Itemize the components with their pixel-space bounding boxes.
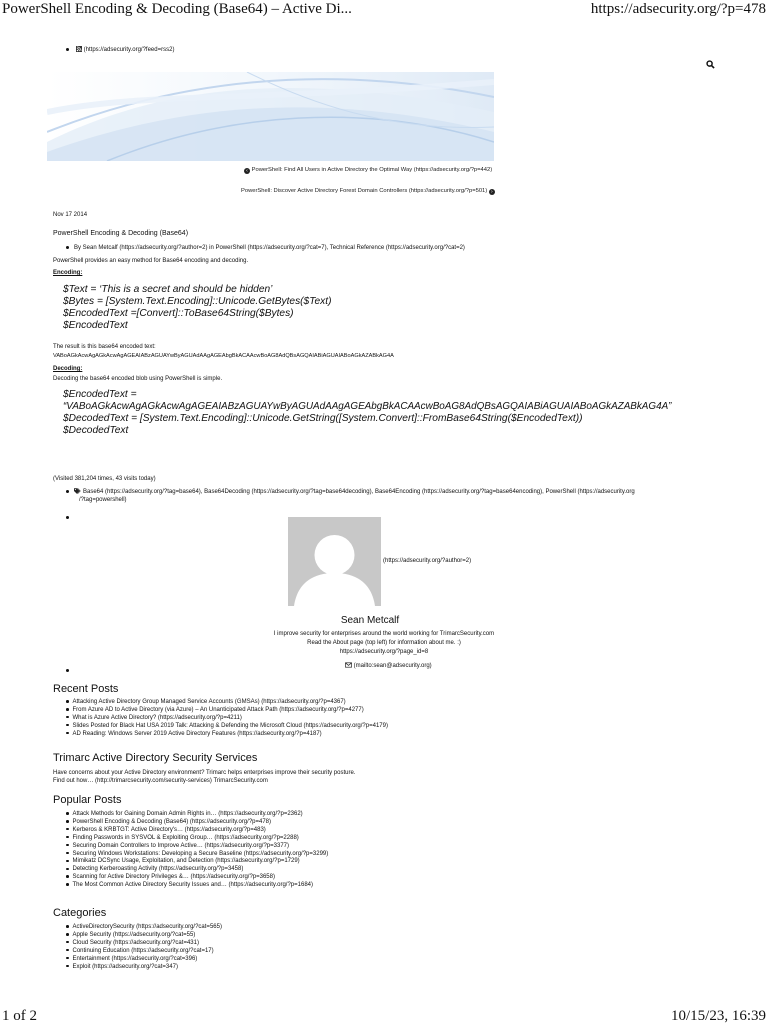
category-item[interactable]: Entertainment (https://adsecurity.org/?cat=396) (66, 956, 222, 964)
code-line: “VABoAGkAcwAgAGkAcwAgAGEAIABzAGUAYwByAGUAdAAgAGEAbgBkACAAcwBoAG8AdQBsAGQAIABiAGUAIABoAGkAZABkAG4A” (63, 401, 672, 412)
popular-post-item[interactable]: Mimikatz DCSync Usage, Exploitation, and Detection (https://adsecurity.org/?p=1729) (66, 858, 328, 866)
popular-post-item[interactable]: The Most Common Active Directory Security Issues and… (https://adsecurity.org/?p=1684) (66, 882, 328, 890)
author-link[interactable]: (https://adsecurity.org/?author=2) (383, 558, 472, 564)
recent-post-item[interactable]: From Azure AD to Active Directory (via Azure) – An Unanticipated Attack Path (https://adsecurity.org/?p=4277) (66, 707, 388, 715)
code-line: $Text = ‘This is a secret and should be hidden’ (63, 284, 273, 295)
category-item[interactable]: Apple Security (https://adsecurity.org/?cat=55) (66, 932, 222, 940)
result-label: The result is this base64 encoded text: (53, 344, 156, 350)
category-item[interactable]: Cloud Security (https://adsecurity.org/?cat=431) (66, 940, 222, 948)
author-bio-2: Read the About page (top left) for information about me. :) (307, 640, 461, 646)
rss-link[interactable] (76, 47, 175, 53)
code-line: $Bytes = [System.Text.Encoding]::Unicode.GetBytes($Text) (63, 296, 332, 307)
post-byline (66, 244, 465, 252)
chevron-right-circle-icon: › (489, 189, 495, 195)
search-icon[interactable] (706, 60, 715, 69)
categories-heading: Categories (53, 907, 107, 919)
recent-post-item[interactable]: What is Azure Active Directory? (https://adsecurity.org/?p=4211) (66, 715, 388, 723)
prev-post-link[interactable] (244, 167, 492, 173)
byline-link[interactable]: By Sean Metcalf (https://adsecurity.org/?author=2) in PowerShell (https://adsecurity.org/?cat=7), Technical Reference (https://adsecurity.org/?cat=2) (74, 245, 465, 251)
print-title: PowerShell Encoding & Decoding (Base64) – Active Di... (2, 1, 352, 17)
popular-posts-heading: Popular Posts (53, 794, 122, 806)
author-bio-3[interactable]: https://adsecurity.org/?page_id=8 (339, 649, 429, 655)
popular-post-item[interactable]: Securing Domain Controllers to Improve Active… (https://adsecurity.org/?p=3377) (66, 843, 328, 851)
bullet (66, 516, 69, 519)
avatar[interactable] (288, 517, 381, 606)
envelope-icon (345, 662, 352, 668)
recent-post-item[interactable]: AD Reading: Windows Server 2019 Active Directory Features (https://adsecurity.org/?p=4187) (66, 731, 388, 739)
code-line: $EncodedText = (63, 389, 137, 400)
popular-posts-list (66, 811, 328, 890)
tags-links-cont: /?tag=powershell) (79, 497, 127, 503)
popular-post-item[interactable]: Scanning for Active Directory Privileges &… (https://adsecurity.org/?p=3658) (66, 874, 328, 882)
popular-post-item[interactable]: Finding Passwords in SYSVOL & Exploiting Group… (https://adsecurity.org/?p=2288) (66, 835, 328, 843)
rss-icon (76, 46, 82, 52)
print-footer (0, 1008, 768, 1024)
next-post-nav (241, 187, 495, 195)
default-avatar-icon (288, 517, 381, 606)
prev-post-label: PowerShell: Find All Users in Active Directory the Optimal Way (https://adsecurity.org/?p=442) (251, 167, 493, 173)
recent-post-item[interactable]: Attacking Active Directory Group Managed Service Accounts (GMSAs) (https://adsecurity.org/?p=4367) (66, 699, 388, 707)
mail-link[interactable]: (mailto:sean@adsecurity.org) (353, 663, 432, 669)
mail-bullet (66, 662, 74, 680)
categories-list (66, 924, 222, 971)
banner-waves (47, 72, 494, 161)
encoding-code-block (63, 284, 332, 332)
code-line: $EncodedText (63, 320, 128, 331)
next-post-link[interactable] (241, 188, 495, 194)
chevron-left-circle-icon: ‹ (244, 168, 250, 174)
category-item[interactable]: Exploit (https://adsecurity.org/?cat=347) (66, 964, 222, 972)
trimarc-heading: Trimarc Active Directory Security Services (53, 752, 258, 764)
category-item[interactable]: Continuing Education (https://adsecurity.org/?cat=17) (66, 948, 222, 956)
tags-links[interactable]: Base64 (https://adsecurity.org/?tag=base64), Base64Decoding (https://adsecurity.org/?tag=base64decoding), Base64Encoding (https://adsecurity.org/?tag=base64encoding), PowerShell (https://adsecurity.org (83, 489, 635, 495)
recent-post-item[interactable]: Slides Posted for Black Hat USA 2019 Talk: Attacking & Defending the Microsoft Cloud (https://adsecurity.org/?p=4179) (66, 723, 388, 731)
rss-item (66, 46, 174, 54)
popular-post-item[interactable]: Attack Methods for Gaining Domain Admin Rights in… (https://adsecurity.org/?p=2362) (66, 811, 328, 819)
rss-link-label: (https://adsecurity.org/?feed=rss2) (83, 47, 175, 53)
print-url: https://adsecurity.org/?p=478 (590, 1, 766, 17)
author-name: Sean Metcalf (340, 615, 400, 626)
visit-count: (Visited 381,204 times, 43 visits today) (53, 476, 156, 482)
print-header (0, 0, 768, 18)
popular-post-item[interactable]: Detecting Kerberoasting Activity (https://adsecurity.org/?p=3458) (66, 866, 328, 874)
result-value: VABoAGkAcwAgAGkAcwAgAGEAIABzAGUAYwByAGUAdAAgAGEAbgBkACAAcwBoAG8AdQBsAGQAIABiAGUAIABoAGkAZABkAG4A (53, 353, 394, 359)
tags-icon (74, 488, 81, 494)
post-date: Nov 17 2014 (53, 212, 88, 218)
bullet (66, 246, 69, 249)
encoding-heading: Encoding: (53, 270, 83, 276)
print-datetime: 10/15/23, 16:39 (670, 1008, 766, 1024)
code-line: $EncodedText =[Convert]::ToBase64String($Bytes) (63, 308, 294, 319)
category-item[interactable]: ActiveDirectorySecurity (https://adsecurity.org/?cat=565) (66, 924, 222, 932)
trimarc-line-2[interactable]: Find out how… (http://trimarcsecurity.com/security-services) TrimarcSecurity.com (53, 778, 268, 784)
code-line: $DecodedText (63, 425, 129, 436)
next-post-label: PowerShell: Discover Active Directory Forest Domain Controllers (https://adsecurity.org/?p=501) (241, 188, 488, 194)
print-page-number: 1 of 2 (2, 1008, 37, 1024)
bullet (66, 669, 69, 672)
header-banner (47, 72, 494, 161)
decoding-heading: Decoding: (53, 366, 83, 372)
author-bio-1: I improve security for enterprises around the world working for TrimarcSecurity.com (273, 631, 495, 637)
post-title: PowerShell Encoding & Decoding (Base64) (53, 230, 189, 237)
post-intro: PowerShell provides an easy method for Base64 encoding and decoding. (53, 258, 249, 264)
recent-posts-list (66, 699, 388, 739)
popular-post-item[interactable]: PowerShell Encoding & Decoding (Base64) (https://adsecurity.org/?p=478) (66, 819, 328, 827)
recent-posts-heading: Recent Posts (53, 683, 119, 695)
author-mail (345, 662, 432, 670)
bullet (66, 490, 69, 493)
trimarc-line-1: Have concerns about your Active Directory environment? Trimarc helps enterprises improve their security posture. (53, 770, 356, 776)
bullet (66, 48, 69, 51)
code-line: $DecodedText = [System.Text.Encoding]::Unicode.GetString([System.Convert]::FromBase64String($EncodedText)) (63, 413, 583, 424)
decoding-intro: Decoding the base64 encoded blob using PowerShell is simple. (53, 376, 223, 382)
prev-post-nav (244, 166, 492, 174)
decoding-code-block (63, 389, 671, 437)
tags-item (66, 488, 706, 504)
empty-bullet (66, 509, 74, 527)
popular-post-item[interactable]: Kerberos & KRBTGT: Active Directory's… (https://adsecurity.org/?p=483) (66, 827, 328, 835)
popular-post-item[interactable]: Securing Windows Workstations: Developing a Secure Baseline (https://adsecurity.org/?p=3299) (66, 851, 328, 859)
